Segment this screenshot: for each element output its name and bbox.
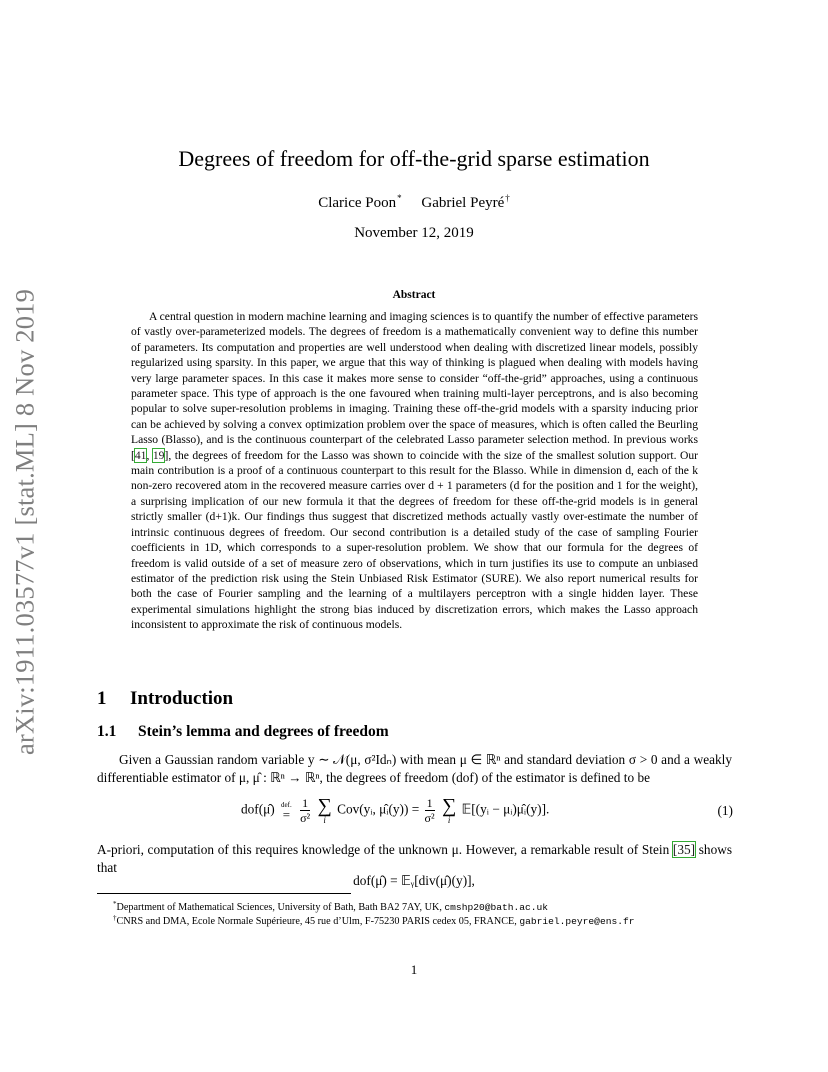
eq1-lhs: dof(μ̂): [241, 801, 275, 817]
citation-link-35[interactable]: [35]: [672, 842, 696, 857]
eq1-term-2: 𝔼[(yᵢ − μᵢ)μ̂ᵢ(y)].: [461, 801, 550, 817]
paragraph-2-text-1: A-priori, computation of this requires knowledge of the unknown μ. However, a remarkable result of Stein: [97, 842, 673, 857]
eq1-frac2-num: 1: [425, 797, 435, 811]
footnote-1-email[interactable]: cmshp20@bath.ac.uk: [444, 902, 549, 913]
footnote-2: [113, 912, 753, 928]
citation-separator: ,: [146, 448, 153, 462]
paragraph-2: [97, 841, 732, 876]
eq1-sum-2: [442, 796, 456, 825]
footnote-2-email[interactable]: gabriel.peyre@ens.fr: [519, 916, 635, 927]
section-title: Introduction: [130, 688, 234, 709]
arxiv-side-stamp: [11, 282, 39, 762]
footnote-1-text: Department of Mathematical Sciences, University of Bath, Bath BA2 7AY, UK,: [116, 902, 445, 913]
eq1-def-label: def.: [281, 800, 292, 809]
eq1-sum2-symbol: ∑: [441, 795, 457, 817]
equation-1: [241, 796, 733, 836]
paper-date: November 12, 2019: [354, 225, 474, 241]
paragraph-1: Given a Gaussian random variable y ∼ 𝒩(μ, σ²Idₙ) with mean μ ∈ ℝⁿ and standard deviation σ > 0 and a weakly differentiable estimator of μ, μ̂ : ℝⁿ → ℝⁿ, the degrees of freedom (dof) of the estimator is defined to be: [97, 752, 732, 785]
footnote-2-mark: †: [113, 914, 117, 922]
citation-link-19[interactable]: 19: [152, 448, 165, 462]
equation-2: dof(μ̂) = 𝔼ᵧ[div(μ̂)(y)],: [353, 873, 475, 888]
subsection-title: Stein’s lemma and degrees of freedom: [138, 723, 389, 740]
author-2-name: Gabriel Peyré: [421, 195, 505, 211]
eq1-sum1-symbol: ∑: [317, 795, 332, 817]
author-2: [421, 195, 509, 211]
eq1-frac2-den: σ²: [424, 810, 435, 825]
arxiv-identifier[interactable]: arXiv:1911.03577v1 [stat.ML] 8 Nov 2019: [9, 288, 40, 756]
abstract-heading: Abstract: [392, 289, 436, 301]
subsection-heading: [97, 723, 389, 741]
footnote-1-mark: *: [113, 900, 117, 908]
eq1-sum2-index: i: [447, 815, 451, 825]
author-1-mark[interactable]: *: [397, 193, 402, 203]
eq1-sum-1: [317, 796, 331, 825]
page-number: 1: [410, 962, 418, 977]
eq1-def-equals: [281, 802, 292, 820]
abstract-text-part-2: ], the degrees of freedom for the Lasso was shown to coincide with the size of the smallest solution support. Our main contribution is a proof of a continuous counterpart to this result for the Blasso. While in dimension d, each of the k non-zero recovered atom in the recovered measure carries over d + 1 parameters (d for the position and 1 for the weight), a surprising implication of our new formula it that the degrees of freedom for these off-the-grid models is in general strictly smaller (d+1)k. Our findings thus suggest that discretized methods actually vastly over-estimate the number of intrinsic continuous degrees of freedom. Our second contribution is a detailed study of the case of sampling Fourier coefficients in 1D, which corresponds to a super-resolution problem. We show that our formula for the degrees of freedom is valid outside of a set of measure zero of observations, which in turn justifies its use to compute an unbiased estimator of the prediction risk using the Stein Unbiased Risk Estimator (SURE). We also report numerical results for both the case of Fourier sampling and the learning of a multilayers perceptron with a single hidden layer. These experimental simulations highlight the strong bias induced by discretization errors, which makes the Lasso approach inconsistent to approximate the risk of continuous models.: [131, 448, 698, 632]
subsection-number: 1.1: [97, 723, 117, 740]
abstract-text-part-1: A central question in modern machine learning and imaging sciences is to quantify the number of effective parameters of vastly over-parameterized models. The degrees of freedom is a mathematically convenient way to define this number of parameters. Its computation and properties are well understood when dealing with discretized linear models, possibly regularized using sparsity. In this paper, we argue that this way of thinking is plagued when dealing with models having very large parameter spaces. In this case it makes more sense to consider “off-the-grid” approaches, using a continuous parameter space. This type of approach is the one favoured when training multi-layer perceptrons, and is also becoming popular to solve super-resolution problems in imaging. Training these off-the-grid models with a sparsity inducing prior can be achieved by solving a convex optimization problem over the space of measures, which is often called the Beurling Lasso (Blasso), and is the continuous counterpart of the celebrated Lasso parameter selection method. In previous works [: [131, 310, 698, 462]
footnote-divider: [97, 893, 351, 894]
author-1: [318, 195, 401, 211]
author-2-mark[interactable]: †: [505, 193, 510, 203]
eq1-fraction-1: [300, 797, 310, 825]
eq1-sum1-index: i: [323, 815, 326, 825]
paragraph-2-text-2: shows that: [97, 842, 732, 875]
author-1-name: Clarice Poon: [318, 195, 397, 211]
section-number: 1: [97, 688, 107, 709]
footnote-2-text: CNRS and DMA, Ecole Normale Supérieure, 45 rue d’Ulm, F-75230 PARIS cedex 05, FRANCE,: [116, 916, 520, 927]
eq1-term-1: Cov(yᵢ, μ̂ᵢ(y)) =: [337, 801, 420, 817]
citation-35-number: 35: [677, 842, 691, 857]
eq1-fraction-2: [425, 797, 435, 825]
eq1-equals-sign: =: [282, 806, 291, 822]
eq1-frac1-num: 1: [300, 797, 310, 811]
paper-title: Degrees of freedom for off-the-grid sparse estimation: [178, 146, 650, 171]
abstract-body: [131, 309, 698, 633]
eq1-frac1-den: σ²: [300, 810, 311, 825]
equation-1-number: (1): [717, 803, 733, 818]
author-list: [0, 193, 828, 212]
citation-link-41[interactable]: 41: [134, 448, 147, 462]
section-heading: [97, 688, 233, 710]
